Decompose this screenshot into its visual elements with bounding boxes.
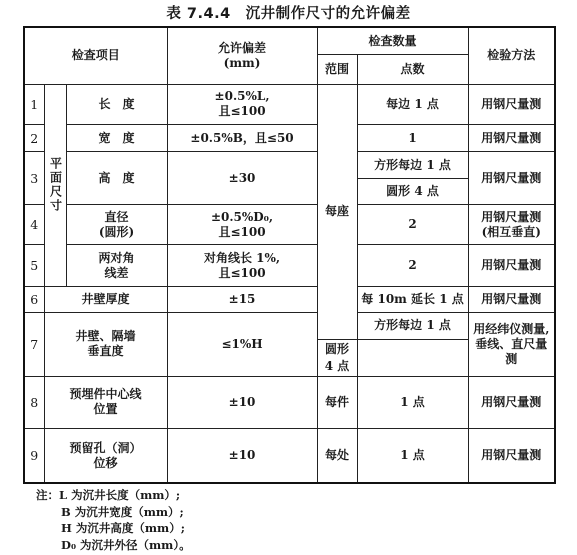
- note-line: B 为沉井宽度（mm）;: [61, 504, 184, 519]
- item-line: 预留孔（洞）: [69, 440, 142, 455]
- row-item: [44, 376, 167, 429]
- row-number: 5: [24, 245, 44, 286]
- table-notes: [36, 487, 191, 553]
- tolerance-line: 且≤100: [218, 104, 266, 119]
- row-tolerance: ±10: [167, 429, 317, 483]
- row-tolerance: ±10: [167, 376, 317, 429]
- item-line: 位置: [93, 402, 118, 417]
- row-item: 高 度: [66, 152, 167, 205]
- tolerance-table: [23, 26, 556, 484]
- row-method: [468, 313, 555, 376]
- header-quantity: 检查数量: [317, 27, 468, 55]
- row-points: 每边 1 点: [357, 84, 468, 124]
- row-points: 方形每边 1 点: [357, 152, 468, 178]
- row-method: 用钢尺量测: [468, 124, 555, 152]
- row-item: 长 度: [66, 84, 167, 124]
- row-points: 方形每边 1 点: [357, 313, 468, 339]
- row-tolerance: ±0.5%B，且≤50: [167, 124, 317, 152]
- row-number: 6: [24, 286, 44, 312]
- item-line: 预埋件中心线: [69, 387, 142, 402]
- method-line: (相互垂直): [481, 224, 541, 239]
- row-method: 用钢尺量测: [468, 429, 555, 483]
- item-line: 两对角: [98, 250, 135, 265]
- row-item: 宽 度: [66, 124, 167, 152]
- row-points: 1 点: [357, 429, 468, 483]
- scope-per-unit: 每座: [317, 84, 357, 339]
- tolerance-line: 对角线长 1%,: [203, 250, 281, 265]
- note-line: D₀ 为沉井外径（mm）。: [61, 537, 191, 552]
- note-line: [36, 487, 191, 504]
- tolerance-line: ±0.5%L,: [214, 89, 270, 104]
- item-line: 垂直度: [87, 344, 124, 359]
- scope-per-piece: 每件: [317, 376, 357, 429]
- row-number: 4: [24, 205, 44, 245]
- row-method: 用钢尺量测: [468, 286, 555, 312]
- row-method: 用钢尺量测: [468, 245, 555, 286]
- tolerance-line: 且≤100: [218, 224, 266, 239]
- row-item: 井壁厚度: [44, 286, 167, 312]
- row-number: 2: [24, 124, 44, 152]
- row-item: [44, 429, 167, 483]
- row-tolerance: [167, 84, 317, 124]
- row-item: [66, 245, 167, 286]
- row-points: 1 点: [357, 376, 468, 429]
- row-tolerance: ≤1%H: [167, 313, 317, 376]
- item-line: 位移: [93, 455, 118, 470]
- method-line: 用经纬仪测量,: [473, 321, 550, 336]
- row-points: 圆形 4 点: [317, 339, 357, 376]
- row-method: 用钢尺量测: [468, 376, 555, 429]
- row-tolerance: ±15: [167, 286, 317, 312]
- item-line: 线差: [104, 265, 129, 280]
- row-item: [44, 313, 167, 376]
- method-line: 垂线、直尺量测: [475, 336, 548, 366]
- header-tolerance-unit: (mm): [223, 55, 261, 70]
- header-points: 点数: [357, 55, 468, 85]
- item-line: 井壁、隔墙: [75, 329, 136, 344]
- note-prefix: 注：: [36, 488, 59, 502]
- header-item: 检查项目: [24, 27, 167, 84]
- tolerance-line: ±0.5%D₀,: [210, 209, 274, 224]
- note-text: L 为沉井长度（mm）;: [59, 488, 181, 502]
- row-tolerance: [167, 245, 317, 286]
- row-points: 每 10m 延长 1 点: [357, 286, 468, 312]
- row-points: 圆形 4 点: [357, 178, 468, 204]
- row-number: 9: [24, 429, 44, 483]
- tolerance-line: 且≤100: [218, 265, 266, 280]
- scope-per-place: 每处: [317, 429, 357, 483]
- item-line: (圆形): [98, 224, 135, 239]
- table-title: 表 7.4.4 沉井制作尺寸的允许偏差: [166, 6, 411, 22]
- header-tolerance-label: 允许偏差: [218, 40, 267, 55]
- header-method: 检验方法: [468, 27, 555, 84]
- row-points: 2: [357, 245, 468, 286]
- row-method: 用钢尺量测: [468, 152, 555, 205]
- group-label-plane-size: 平面尺寸: [44, 84, 66, 286]
- row-points: 2: [357, 205, 468, 245]
- item-line: 直径: [104, 209, 129, 224]
- header-tolerance: [167, 27, 317, 84]
- note-line: H 为沉井高度（mm）;: [61, 521, 185, 535]
- row-method: [468, 205, 555, 245]
- row-number: 3: [24, 152, 44, 205]
- row-number: 7: [24, 313, 44, 376]
- row-tolerance: [167, 205, 317, 245]
- row-method: 用钢尺量测: [468, 84, 555, 124]
- tolerance-table-wrapper: [23, 26, 554, 484]
- row-number: 8: [24, 376, 44, 429]
- method-line: 用钢尺量测: [481, 209, 542, 224]
- header-scope: 范围: [317, 55, 357, 85]
- row-tolerance: ±30: [167, 152, 317, 205]
- row-number: 1: [24, 84, 44, 124]
- row-item: [66, 205, 167, 245]
- row-points: 1: [357, 124, 468, 152]
